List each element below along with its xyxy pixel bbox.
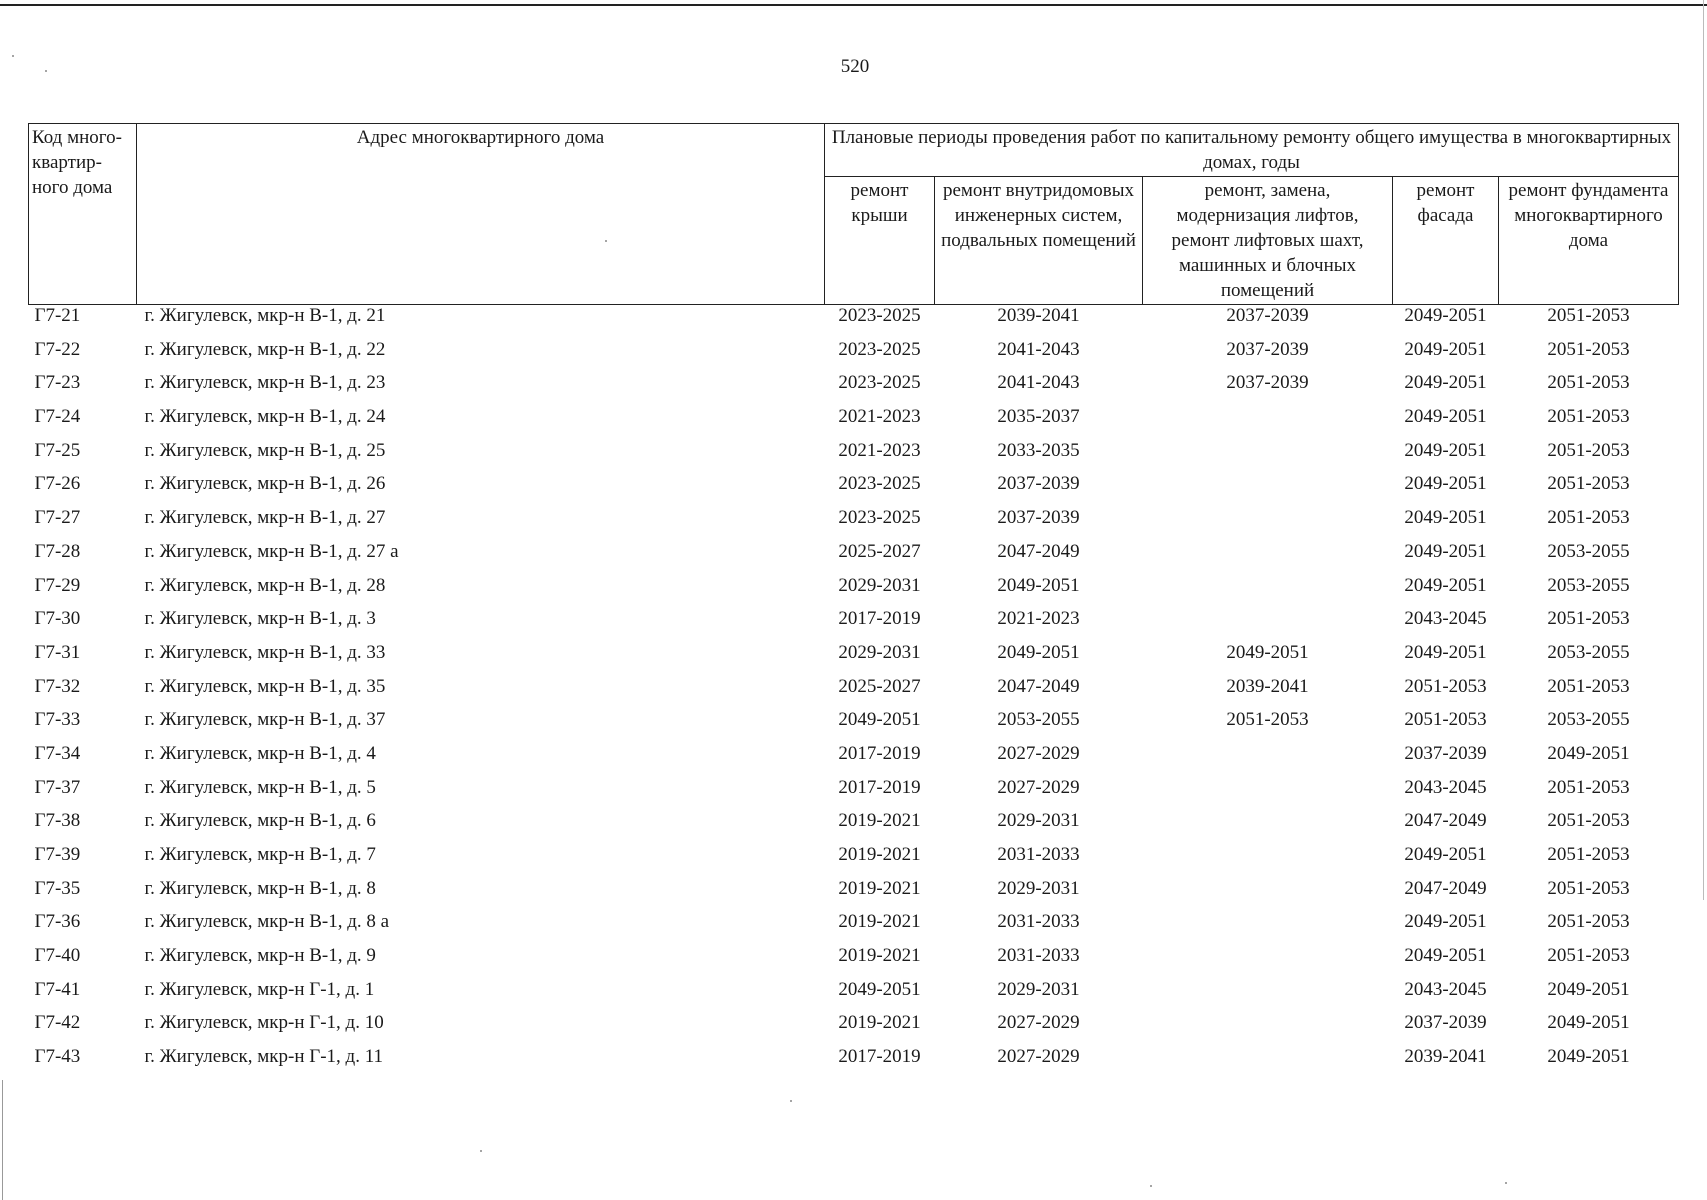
row-foundation-period: 2051-2053 xyxy=(1547,911,1630,933)
table-row xyxy=(29,911,1679,945)
row-lifts-period: 2037-2039 xyxy=(1226,338,1309,360)
scan-speck xyxy=(12,55,14,57)
row-roof-period: 2023-2025 xyxy=(838,372,921,394)
row-roof-period: 2019-2021 xyxy=(838,911,921,933)
row-code: Г7-29 xyxy=(34,574,81,596)
row-roof-period: 2017-2019 xyxy=(838,608,921,630)
row-roof-period: 2023-2025 xyxy=(838,473,921,495)
row-lifts-period xyxy=(1143,406,1393,440)
page-number: 520 xyxy=(840,56,870,77)
table-row xyxy=(29,810,1679,844)
row-facade-period: 2043-2045 xyxy=(1404,608,1487,630)
row-internal-systems-period: 2031-2033 xyxy=(997,945,1080,967)
row-roof-period: 2017-2019 xyxy=(838,776,921,798)
row-internal-systems-period: 2039-2041 xyxy=(997,305,1080,326)
row-foundation-period: 2051-2053 xyxy=(1547,877,1630,899)
row-internal-systems-period: 2021-2023 xyxy=(997,608,1080,630)
row-facade-period: 2049-2051 xyxy=(1404,641,1487,663)
row-internal-systems-period: 2033-2035 xyxy=(997,439,1080,461)
row-foundation-period: 2051-2053 xyxy=(1547,406,1630,428)
row-facade-period: 2043-2045 xyxy=(1404,776,1487,798)
row-code: Г7-34 xyxy=(34,742,81,764)
table-row xyxy=(29,676,1679,710)
row-facade-period: 2037-2039 xyxy=(1404,742,1487,764)
row-lifts-period: 2051-2053 xyxy=(1226,709,1309,731)
row-facade-period: 2049-2051 xyxy=(1404,372,1487,394)
row-code: Г7-41 xyxy=(34,978,81,1000)
scan-speck xyxy=(1150,1185,1152,1187)
row-code: Г7-28 xyxy=(34,540,81,562)
table-row xyxy=(29,541,1679,575)
row-lifts-period xyxy=(1143,1012,1393,1046)
row-internal-systems-period: 2029-2031 xyxy=(997,877,1080,899)
row-facade-period: 2049-2051 xyxy=(1404,507,1487,529)
row-lifts-period xyxy=(1143,810,1393,844)
capital-repair-table xyxy=(28,123,1679,1080)
table-row xyxy=(29,945,1679,979)
table-row xyxy=(29,979,1679,1013)
row-address: г. Жигулевск, мкр-н В-1, д. 5 xyxy=(144,776,376,798)
top-rule xyxy=(0,4,1707,6)
header-lifts: ремонт, замена, модернизация лифтов, ремонт лифтовых шахт, машинных и блочных помещений xyxy=(1143,177,1393,305)
row-foundation-period: 2051-2053 xyxy=(1547,810,1630,832)
scan-speck xyxy=(605,240,607,242)
row-internal-systems-period: 2037-2039 xyxy=(997,473,1080,495)
row-internal-systems-period: 2041-2043 xyxy=(997,338,1080,360)
row-roof-period: 2019-2021 xyxy=(838,945,921,967)
row-internal-systems-period: 2027-2029 xyxy=(997,1012,1080,1034)
header-foundation: ремонт фундамента многоквартирного дома xyxy=(1499,177,1679,305)
table-row xyxy=(29,575,1679,609)
row-roof-period: 2029-2031 xyxy=(838,574,921,596)
header-internal-systems: ремонт внутридомовых инженерных систем, подвальных помещений xyxy=(935,177,1143,305)
row-lifts-period xyxy=(1143,844,1393,878)
row-foundation-period: 2053-2055 xyxy=(1547,574,1630,596)
header-code: Код много-квартир-ного дома xyxy=(29,124,137,305)
header-roof: ремонт крыши xyxy=(825,177,935,305)
row-address: г. Жигулевск, мкр-н В-1, д. 26 xyxy=(144,473,386,495)
table-row xyxy=(29,1046,1679,1080)
table-row xyxy=(29,440,1679,474)
row-code: Г7-43 xyxy=(34,1046,81,1068)
table-row xyxy=(29,507,1679,541)
row-address: г. Жигулевск, мкр-н В-1, д. 25 xyxy=(144,439,386,461)
row-lifts-period: 2037-2039 xyxy=(1226,372,1309,394)
row-code: Г7-32 xyxy=(34,675,81,697)
row-address: г. Жигулевск, мкр-н В-1, д. 23 xyxy=(144,372,386,394)
row-internal-systems-period: 2027-2029 xyxy=(997,1046,1080,1068)
row-foundation-period: 2049-2051 xyxy=(1547,1012,1630,1034)
row-address: г. Жигулевск, мкр-н В-1, д. 37 xyxy=(144,709,386,731)
row-internal-systems-period: 2037-2039 xyxy=(997,507,1080,529)
row-internal-systems-period: 2053-2055 xyxy=(997,709,1080,731)
row-lifts-period xyxy=(1143,541,1393,575)
row-code: Г7-26 xyxy=(34,473,81,495)
row-roof-period: 2023-2025 xyxy=(838,305,921,326)
scan-speck xyxy=(480,1150,482,1152)
row-facade-period: 2051-2053 xyxy=(1404,675,1487,697)
row-address: г. Жигулевск, мкр-н Г-1, д. 11 xyxy=(144,1046,384,1068)
row-foundation-period: 2051-2053 xyxy=(1547,338,1630,360)
row-facade-period: 2051-2053 xyxy=(1404,709,1487,731)
row-roof-period: 2019-2021 xyxy=(838,877,921,899)
row-internal-systems-period: 2049-2051 xyxy=(997,574,1080,596)
header-periods-group: Плановые периоды проведения работ по капитальному ремонту общего имущества в многоквартирных домах, годы xyxy=(825,124,1679,177)
table-body xyxy=(29,305,1679,1080)
row-code: Г7-30 xyxy=(34,608,81,630)
row-address: г. Жигулевск, мкр-н В-1, д. 33 xyxy=(144,641,386,663)
row-roof-period: 2019-2021 xyxy=(838,844,921,865)
row-foundation-period: 2051-2053 xyxy=(1547,305,1630,326)
row-facade-period: 2039-2041 xyxy=(1404,1046,1487,1068)
row-foundation-period: 2053-2055 xyxy=(1547,709,1630,731)
row-roof-period: 2021-2023 xyxy=(838,406,921,428)
table-row xyxy=(29,473,1679,507)
row-lifts-period xyxy=(1143,507,1393,541)
row-address: г. Жигулевск, мкр-н В-1, д. 24 xyxy=(144,406,386,428)
row-address: г. Жигулевск, мкр-н В-1, д. 22 xyxy=(144,338,386,360)
row-roof-period: 2023-2025 xyxy=(838,507,921,529)
row-facade-period: 2049-2051 xyxy=(1404,305,1487,326)
row-address: г. Жигулевск, мкр-н В-1, д. 9 xyxy=(144,945,376,967)
row-internal-systems-period: 2049-2051 xyxy=(997,641,1080,663)
row-code: Г7-25 xyxy=(34,439,81,461)
row-lifts-period xyxy=(1143,473,1393,507)
row-roof-period: 2017-2019 xyxy=(838,1046,921,1068)
row-code: Г7-36 xyxy=(34,911,81,933)
scan-edge-line xyxy=(2,1080,3,1200)
row-code: Г7-33 xyxy=(34,709,81,731)
row-address: г. Жигулевск, мкр-н В-1, д. 3 xyxy=(144,608,376,630)
row-foundation-period: 2051-2053 xyxy=(1547,507,1630,529)
row-foundation-period: 2051-2053 xyxy=(1547,439,1630,461)
row-foundation-period: 2049-2051 xyxy=(1547,742,1630,764)
row-foundation-period: 2051-2053 xyxy=(1547,473,1630,495)
row-lifts-period: 2037-2039 xyxy=(1226,305,1309,326)
table-row xyxy=(29,406,1679,440)
row-code: Г7-24 xyxy=(34,406,81,428)
row-foundation-period: 2051-2053 xyxy=(1547,776,1630,798)
row-address: г. Жигулевск, мкр-н В-1, д. 28 xyxy=(144,574,386,596)
row-foundation-period: 2051-2053 xyxy=(1547,945,1630,967)
row-facade-period: 2049-2051 xyxy=(1404,338,1487,360)
row-code: Г7-37 xyxy=(34,776,81,798)
row-lifts-period: 2039-2041 xyxy=(1226,675,1309,697)
row-lifts-period: 2049-2051 xyxy=(1226,641,1309,663)
row-roof-period: 2049-2051 xyxy=(838,709,921,731)
row-code: Г7-27 xyxy=(34,507,81,529)
header-facade: ремонт фасада xyxy=(1393,177,1499,305)
table-row xyxy=(29,844,1679,878)
row-foundation-period: 2051-2053 xyxy=(1547,608,1630,630)
row-code: Г7-38 xyxy=(34,810,81,832)
scan-speck xyxy=(790,1100,792,1102)
scan-speck xyxy=(45,70,47,72)
row-foundation-period: 2051-2053 xyxy=(1547,844,1630,865)
row-lifts-period xyxy=(1143,945,1393,979)
row-internal-systems-period: 2029-2031 xyxy=(997,810,1080,832)
row-code: Г7-31 xyxy=(34,641,81,663)
scan-speck xyxy=(1505,1182,1507,1184)
table-row xyxy=(29,777,1679,811)
table-row xyxy=(29,743,1679,777)
row-lifts-period xyxy=(1143,608,1393,642)
row-roof-period: 2029-2031 xyxy=(838,641,921,663)
row-address: г. Жигулевск, мкр-н В-1, д. 27 а xyxy=(144,540,399,562)
row-internal-systems-period: 2047-2049 xyxy=(997,540,1080,562)
row-foundation-period: 2049-2051 xyxy=(1547,1046,1630,1068)
row-lifts-period xyxy=(1143,911,1393,945)
table-row xyxy=(29,608,1679,642)
row-address: г. Жигулевск, мкр-н В-1, д. 8 xyxy=(144,877,376,899)
row-roof-period: 2017-2019 xyxy=(838,742,921,764)
row-lifts-period xyxy=(1143,979,1393,1013)
row-internal-systems-period: 2029-2031 xyxy=(997,978,1080,1000)
row-internal-systems-period: 2031-2033 xyxy=(997,844,1080,865)
table-row xyxy=(29,305,1679,339)
row-facade-period: 2049-2051 xyxy=(1404,574,1487,596)
row-address: г. Жигулевск, мкр-н Г-1, д. 10 xyxy=(144,1012,384,1034)
scan-edge-line xyxy=(1703,0,1704,900)
row-address: г. Жигулевск, мкр-н В-1, д. 7 xyxy=(144,844,376,865)
row-foundation-period: 2053-2055 xyxy=(1547,540,1630,562)
row-code: Г7-23 xyxy=(34,372,81,394)
row-facade-period: 2037-2039 xyxy=(1404,1012,1487,1034)
row-code: Г7-40 xyxy=(34,945,81,967)
row-address: г. Жигулевск, мкр-н В-1, д. 4 xyxy=(144,742,376,764)
row-facade-period: 2049-2051 xyxy=(1404,844,1487,865)
row-facade-period: 2049-2051 xyxy=(1404,439,1487,461)
row-roof-period: 2021-2023 xyxy=(838,439,921,461)
row-lifts-period xyxy=(1143,777,1393,811)
table-row xyxy=(29,372,1679,406)
header-row xyxy=(29,124,1679,177)
row-roof-period: 2019-2021 xyxy=(838,1012,921,1034)
table-row xyxy=(29,709,1679,743)
row-facade-period: 2043-2045 xyxy=(1404,978,1487,1000)
row-foundation-period: 2051-2053 xyxy=(1547,675,1630,697)
row-facade-period: 2049-2051 xyxy=(1404,473,1487,495)
row-address: г. Жигулевск, мкр-н Г-1, д. 1 xyxy=(144,978,375,1000)
row-code: Г7-21 xyxy=(34,305,81,326)
table-row xyxy=(29,878,1679,912)
row-roof-period: 2049-2051 xyxy=(838,978,921,1000)
row-internal-systems-period: 2031-2033 xyxy=(997,911,1080,933)
row-roof-period: 2019-2021 xyxy=(838,810,921,832)
row-facade-period: 2049-2051 xyxy=(1404,911,1487,933)
row-roof-period: 2025-2027 xyxy=(838,675,921,697)
row-foundation-period: 2049-2051 xyxy=(1547,978,1630,1000)
row-address: г. Жигулевск, мкр-н В-1, д. 8 а xyxy=(144,911,390,933)
row-internal-systems-period: 2047-2049 xyxy=(997,675,1080,697)
row-code: Г7-22 xyxy=(34,338,81,360)
header-address: Адрес многоквартирного дома xyxy=(137,124,825,305)
row-roof-period: 2025-2027 xyxy=(838,540,921,562)
row-address: г. Жигулевск, мкр-н В-1, д. 35 xyxy=(144,675,386,697)
row-roof-period: 2023-2025 xyxy=(838,338,921,360)
row-facade-period: 2049-2051 xyxy=(1404,540,1487,562)
table-row xyxy=(29,1012,1679,1046)
row-address: г. Жигулевск, мкр-н В-1, д. 21 xyxy=(144,305,386,326)
row-code: Г7-39 xyxy=(34,844,81,865)
row-address: г. Жигулевск, мкр-н В-1, д. 6 xyxy=(144,810,376,832)
row-foundation-period: 2051-2053 xyxy=(1547,372,1630,394)
row-lifts-period xyxy=(1143,743,1393,777)
row-facade-period: 2049-2051 xyxy=(1404,945,1487,967)
table-row xyxy=(29,339,1679,373)
row-lifts-period xyxy=(1143,878,1393,912)
row-code: Г7-42 xyxy=(34,1012,81,1034)
table-row xyxy=(29,642,1679,676)
row-internal-systems-period: 2035-2037 xyxy=(997,406,1080,428)
row-facade-period: 2047-2049 xyxy=(1404,810,1487,832)
row-facade-period: 2049-2051 xyxy=(1404,406,1487,428)
row-internal-systems-period: 2027-2029 xyxy=(997,776,1080,798)
row-foundation-period: 2053-2055 xyxy=(1547,641,1630,663)
row-internal-systems-period: 2027-2029 xyxy=(997,742,1080,764)
row-internal-systems-period: 2041-2043 xyxy=(997,372,1080,394)
row-code: Г7-35 xyxy=(34,877,81,899)
row-lifts-period xyxy=(1143,1046,1393,1080)
row-address: г. Жигулевск, мкр-н В-1, д. 27 xyxy=(144,507,386,529)
row-facade-period: 2047-2049 xyxy=(1404,877,1487,899)
row-lifts-period xyxy=(1143,575,1393,609)
row-lifts-period xyxy=(1143,440,1393,474)
